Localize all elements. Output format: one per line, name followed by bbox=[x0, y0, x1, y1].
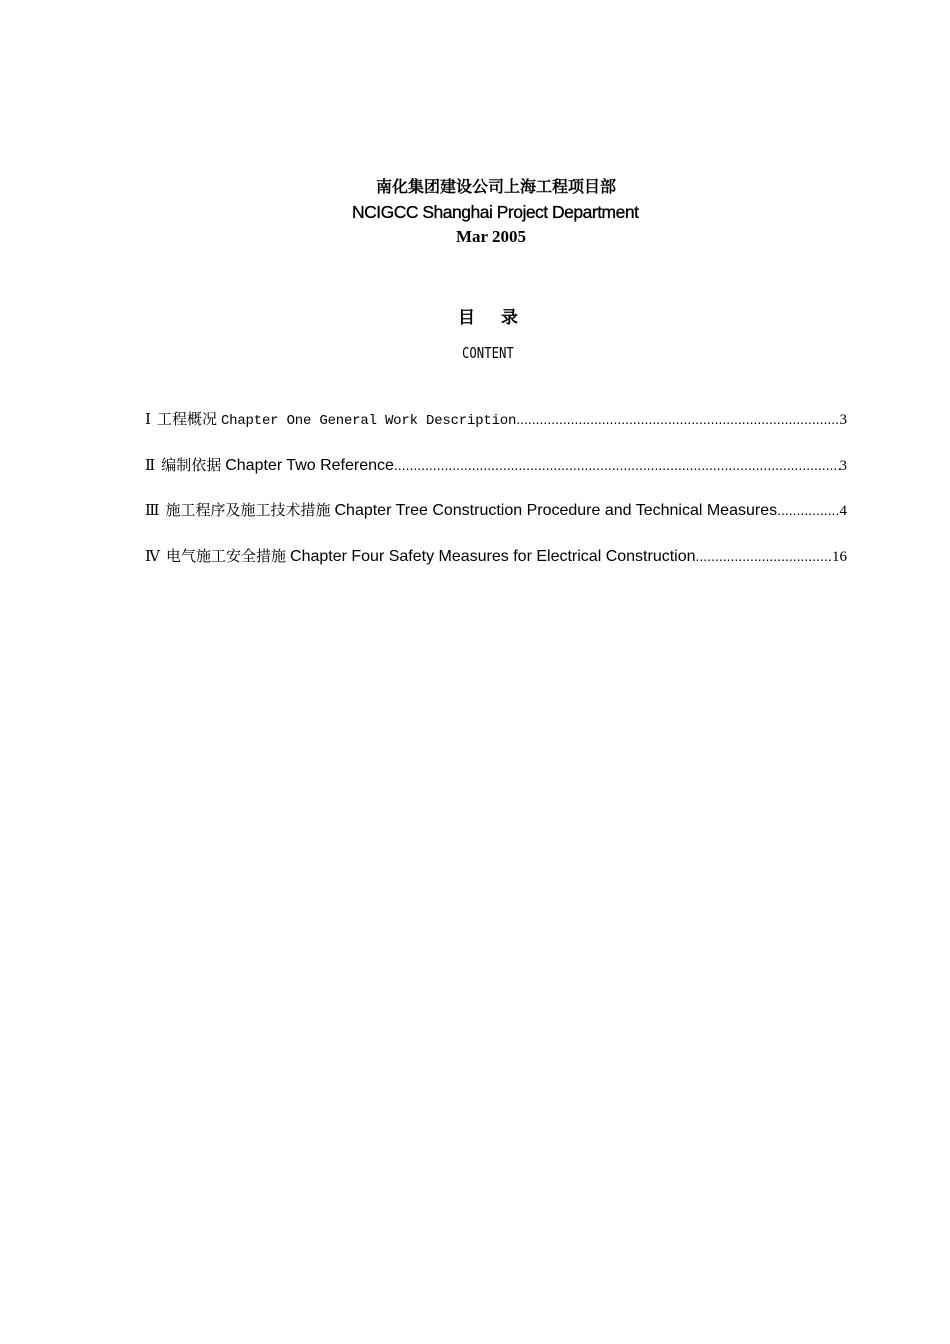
toc-entry-number: Ⅱ bbox=[145, 455, 156, 474]
toc-entry-page: 3 bbox=[839, 412, 847, 428]
toc-dot-leader bbox=[696, 548, 832, 564]
toc-title-cn: 目 录 bbox=[458, 308, 518, 328]
toc-entry-title-cn: 编制依据 bbox=[161, 455, 222, 474]
organization-name-en: NCIGCC Shanghai Project Department bbox=[352, 202, 639, 222]
toc-entry-number: Ⅳ bbox=[145, 546, 160, 565]
toc-entry-page: 4 bbox=[839, 503, 847, 519]
toc-entry-chapter-2[interactable] bbox=[145, 454, 847, 478]
toc-entry-page: 16 bbox=[832, 548, 847, 565]
organization-name-cn: 南化集团建设公司上海工程项目部 bbox=[376, 177, 617, 196]
toc-entry-number: Ⅲ bbox=[145, 501, 160, 519]
toc-entry-page: 3 bbox=[839, 457, 847, 474]
toc-entry-title-cn: 工程概况 bbox=[156, 410, 217, 428]
toc-dot-leader bbox=[394, 457, 840, 473]
toc-entry-title-en: Chapter One General Work Description bbox=[220, 413, 517, 429]
toc-dot-leader bbox=[516, 411, 839, 427]
toc-entry-chapter-1[interactable] bbox=[145, 408, 847, 432]
document-date: Mar 2005 bbox=[456, 227, 527, 246]
table-of-contents bbox=[145, 408, 847, 590]
toc-entry-title-cn: 施工程序及施工技术措施 bbox=[165, 501, 331, 519]
toc-entry-title-en: Chapter Four Safety Measures for Electrical Construction bbox=[290, 547, 696, 565]
toc-entry-title-en: Chapter Two Reference bbox=[225, 456, 394, 474]
toc-title-en: CONTENT bbox=[462, 344, 514, 362]
toc-entry-chapter-3[interactable] bbox=[145, 499, 847, 523]
toc-entry-title-en: Chapter Tree Construction Procedure and Technical Measures bbox=[334, 502, 778, 519]
toc-entry-number: Ⅰ bbox=[145, 410, 151, 428]
toc-entry-chapter-4[interactable] bbox=[145, 545, 847, 569]
toc-dot-leader bbox=[777, 502, 839, 518]
toc-entry-title-cn: 电气施工安全措施 bbox=[166, 546, 287, 565]
